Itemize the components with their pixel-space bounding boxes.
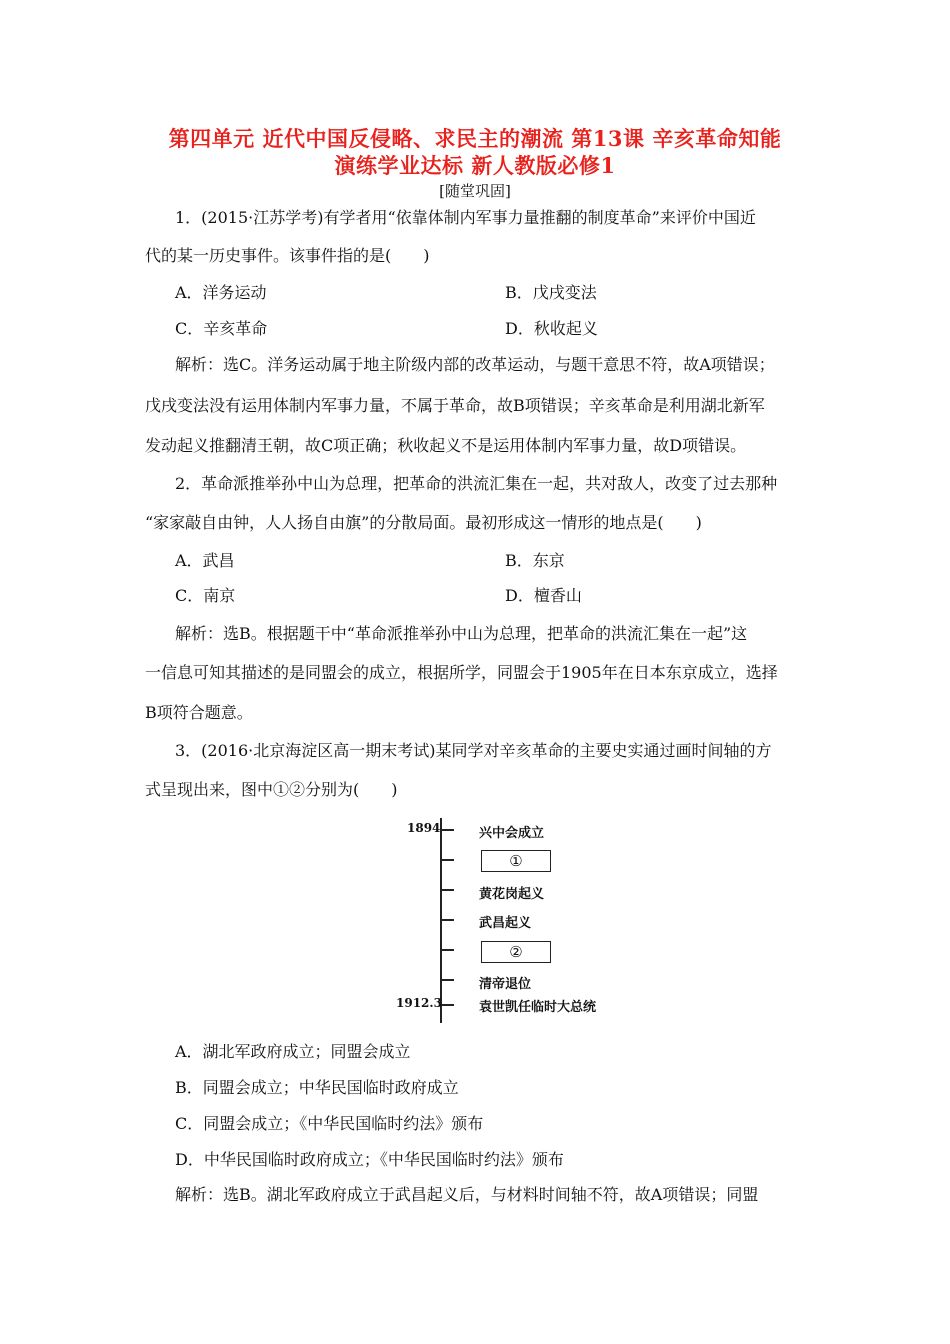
q2-stem-line2: “家家敲自由钟，人人扬自由旗”的分散局面。最初形成这一情形的地点是( ) [145, 513, 702, 532]
q2-option-b: B．东京 [505, 551, 565, 570]
timeline-tick [440, 859, 454, 861]
timeline-event-qing-abdication: 清帝退位 [479, 977, 532, 992]
section-heading: [随堂巩固] [439, 182, 511, 200]
q2-answer-line2: 一信息可知其描述的是同盟会的成立，根据所学，同盟会于1905年在日本东京成立，选择 [145, 663, 778, 682]
document-title-line1: 第四单元 近代中国反侵略、求民主的潮流 第13课 辛亥革命知能 [168, 126, 782, 151]
q2-answer-line1: 解析：选B。根据题干中“革命派推举孙中山为总理，把革命的洪流汇集在一起”这 [175, 624, 748, 643]
q3-option-c: C．同盟会成立；《中华民国临时约法》颁布 [175, 1114, 484, 1133]
timeline-tick [440, 949, 454, 951]
timeline-tick [440, 1004, 454, 1006]
q3-option-d: D．中华民国临时政府成立；《中华民国临时约法》颁布 [175, 1150, 564, 1169]
q3-answer-line1: 解析：选B。湖北军政府成立于武昌起义后，与材料时间轴不符，故A项错误；同盟 [175, 1185, 759, 1204]
q1-stem-line2: 代的某一历史事件。该事件指的是( ) [145, 246, 430, 265]
timeline-event-wuchang: 武昌起义 [479, 916, 532, 931]
q3-stem-line1: 3．(2016·北京海淀区高一期末考试)某同学对辛亥革命的主要史实通过画时间轴的方 [175, 741, 772, 760]
timeline-tick [440, 979, 454, 981]
timeline-tick [440, 889, 454, 891]
q1-option-c: C．辛亥革命 [175, 319, 268, 338]
timeline-start-year: 1894 [407, 821, 441, 835]
q1-stem-line1: 1．(2015·江苏学考)有学者用“依靠体制内军事力量推翻的制度革命”来评价中国近 [175, 208, 756, 227]
timeline-tick [440, 919, 454, 921]
q1-option-a: A．洋务运动 [175, 283, 267, 302]
timeline-figure [390, 810, 620, 1025]
timeline-end-year: 1912.3 [396, 996, 442, 1010]
q2-stem-line1: 2．革命派推举孙中山为总理，把革命的洪流汇集在一起，共对敌人，改变了过去那种 [175, 474, 778, 493]
timeline-event-huanghuagang: 黄花岗起义 [479, 887, 545, 902]
q1-answer-line2: 戊戌变法没有运用体制内军事力量，不属于革命，故B项错误；辛亥革命是利用湖北新军 [145, 396, 765, 415]
q3-stem-line2: 式呈现出来，图中①②分别为( ) [145, 780, 398, 799]
timeline-event-xingzhonghui: 兴中会成立 [479, 826, 545, 841]
q1-answer-line1: 解析：选C。洋务运动属于地主阶级内部的改革运动，与题干意思不符，故A项错误； [175, 355, 775, 374]
document-title-line2: 演练学业达标 新人教版必修1 [334, 153, 616, 178]
q1-option-d: D．秋收起义 [505, 319, 598, 338]
q2-option-a: A．武昌 [175, 551, 235, 570]
q2-answer-line3: B项符合题意。 [145, 703, 253, 722]
q2-option-c: C．南京 [175, 586, 236, 605]
timeline-tick [440, 829, 454, 831]
timeline-blank-box-2: ② [481, 941, 551, 963]
q1-answer-line3: 发动起义推翻清王朝，故C项正确；秋收起义不是运用体制内军事力量，故D项错误。 [145, 436, 747, 455]
q2-option-d: D．檀香山 [505, 586, 582, 605]
timeline-event-yuan-shikai: 袁世凯任临时大总统 [479, 1000, 597, 1015]
q1-option-b: B．戊戌变法 [505, 283, 597, 302]
q3-option-b: B．同盟会成立；中华民国临时政府成立 [175, 1078, 459, 1097]
q3-option-a: A．湖北军政府成立；同盟会成立 [175, 1042, 411, 1061]
timeline-blank-box-1: ① [481, 850, 551, 872]
